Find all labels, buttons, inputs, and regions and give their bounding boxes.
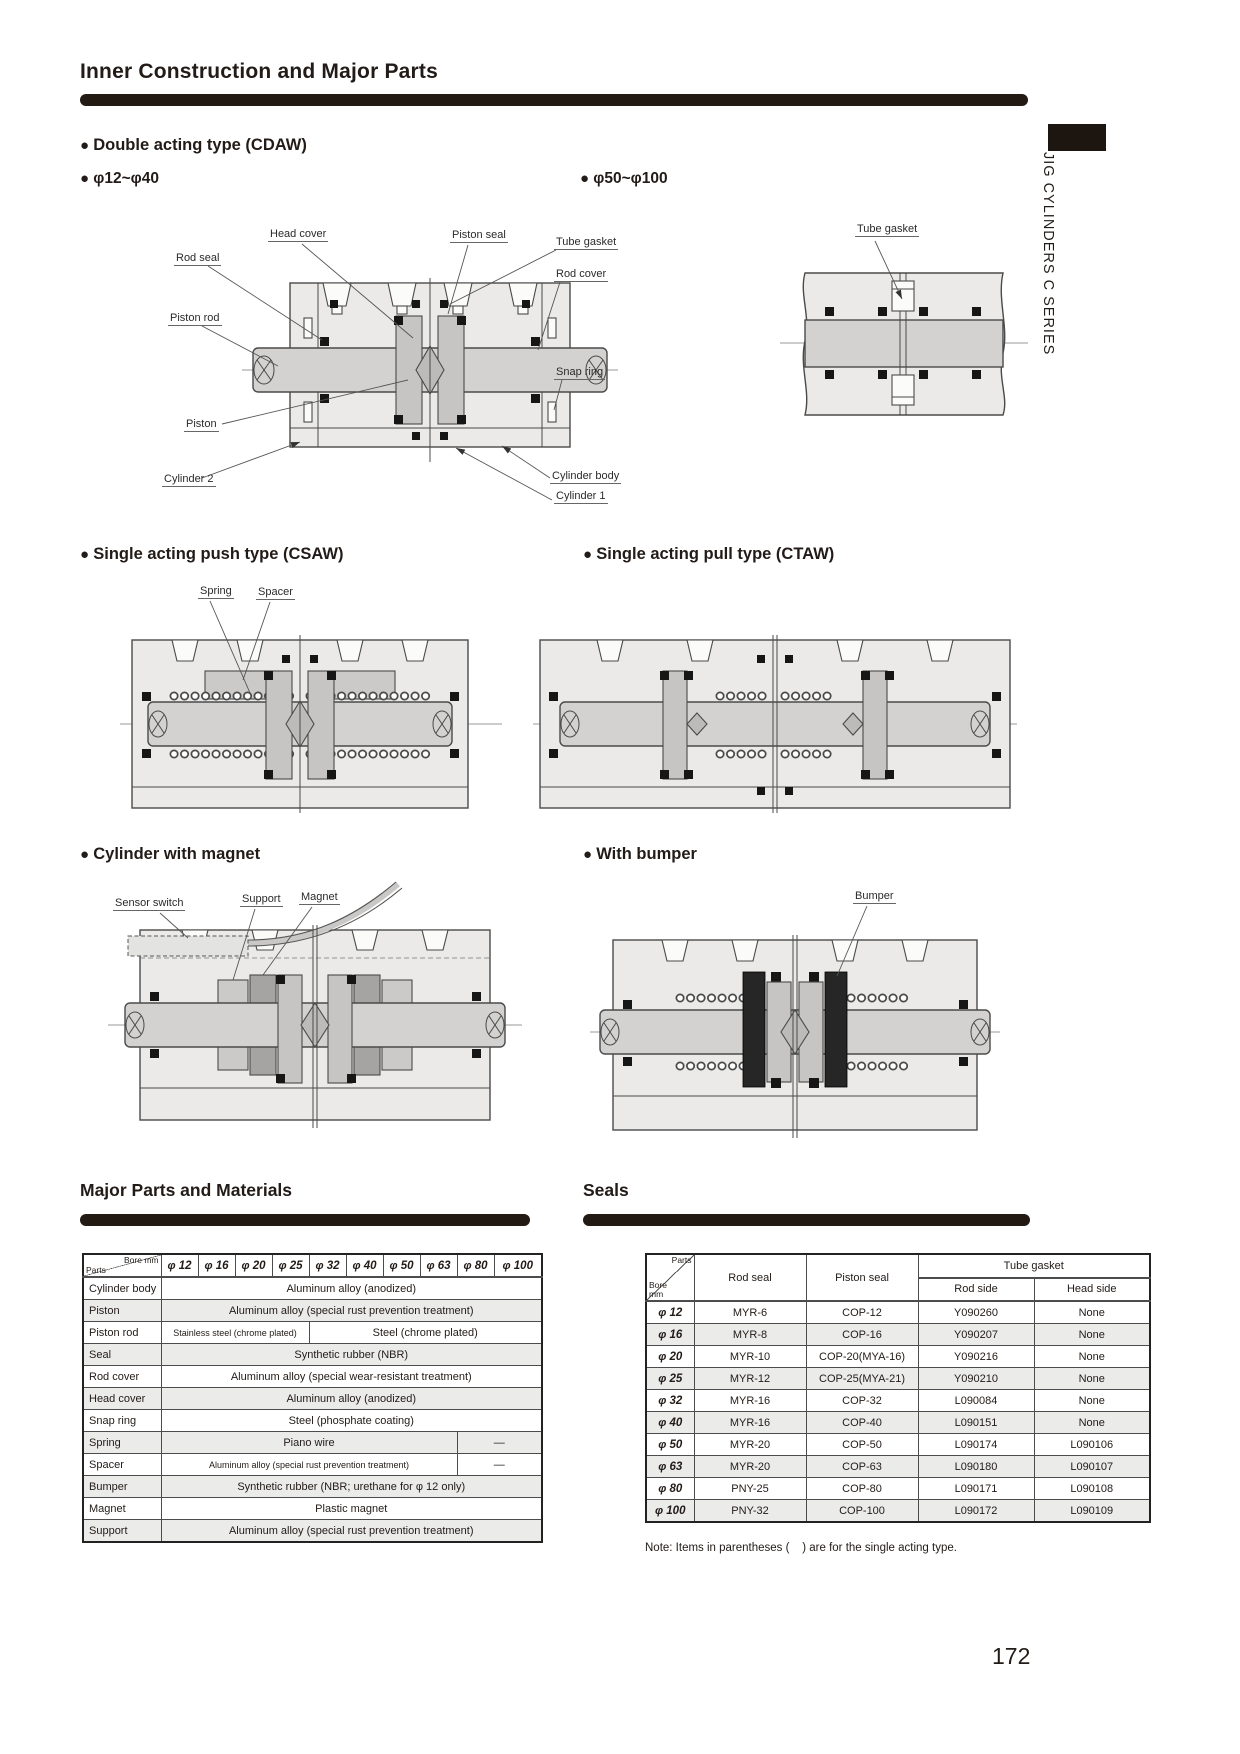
bore-header: φ 50 [383, 1254, 420, 1277]
seals-table [645, 1253, 1151, 1523]
rod-side-value: L090151 [918, 1412, 1034, 1434]
head-side-value: None [1034, 1301, 1150, 1324]
seals-title-rule [583, 1214, 1030, 1226]
rod-side-value: L090180 [918, 1456, 1034, 1478]
seals-header-row-1 [646, 1254, 1150, 1278]
label-spacer: Spacer [256, 586, 295, 600]
material-value: Synthetic rubber (NBR; urethane for φ 12 only) [161, 1476, 542, 1498]
part-label: Support [83, 1520, 161, 1543]
pull-type-cross-section-drawing [525, 575, 1025, 820]
materials-row [83, 1366, 542, 1388]
part-label: Seal [83, 1344, 161, 1366]
heading-with-bumper: ● With bumper [583, 845, 697, 864]
label-piston-seal: Piston seal [450, 229, 508, 243]
material-value: Synthetic rubber (NBR) [161, 1344, 542, 1366]
piston-seal-value: COP-16 [806, 1324, 918, 1346]
rod-seal-value: MYR-20 [694, 1456, 806, 1478]
part-label: Bumper [83, 1476, 161, 1498]
part-label: Spacer [83, 1454, 161, 1476]
seals-row [646, 1434, 1150, 1456]
materials-row [83, 1410, 542, 1432]
label-sensor-switch: Sensor switch [113, 897, 185, 911]
diagram-ctaw [525, 575, 1025, 820]
bore-header: φ 40 [346, 1254, 383, 1277]
rod-side-value: Y090210 [918, 1368, 1034, 1390]
piston-seal-value: COP-63 [806, 1456, 918, 1478]
materials-row [83, 1344, 542, 1366]
heading-with-magnet: ● Cylinder with magnet [80, 845, 260, 864]
materials-header-row [83, 1254, 542, 1277]
head-side-value: L090106 [1034, 1434, 1150, 1456]
part-label: Magnet [83, 1498, 161, 1520]
label-piston-rod: Piston rod [168, 312, 222, 326]
materials-row [83, 1300, 542, 1322]
part-label: Cylinder body [83, 1277, 161, 1300]
material-value: Plastic magnet [161, 1498, 542, 1520]
heading-push-type: ● Single acting push type (CSAW) [80, 545, 344, 564]
label-spring: Spring [198, 585, 234, 599]
label-cylinder-2: Cylinder 2 [162, 473, 216, 487]
seals-row [646, 1478, 1150, 1500]
diagram-with-magnet [100, 880, 530, 1140]
material-value: Piano wire [161, 1432, 457, 1454]
rod-side-value: L090171 [918, 1478, 1034, 1500]
push-type-cross-section-drawing [110, 575, 510, 820]
bore-header: φ 32 [309, 1254, 346, 1277]
material-value: Steel (phosphate coating) [161, 1410, 542, 1432]
corner-parts-label: Parts [671, 1255, 692, 1265]
bore-label: φ 63 [646, 1456, 694, 1478]
bore-label: φ 80 [646, 1478, 694, 1500]
material-value: Stainless steel (chrome plated) [161, 1322, 309, 1344]
diagram-cdaw-large-bore [780, 215, 1030, 445]
materials-corner-cell [83, 1254, 161, 1277]
heading-range-large: ● φ50~φ100 [580, 170, 668, 188]
label-rod-seal: Rod seal [174, 252, 221, 266]
material-value: Aluminum alloy (special rust prevention treatment) [161, 1520, 542, 1543]
rod-seal-value: MYR-16 [694, 1390, 806, 1412]
material-value: Aluminum alloy (special rust prevention treatment) [161, 1454, 457, 1476]
bore-label: φ 32 [646, 1390, 694, 1412]
label-rod-cover: Rod cover [554, 268, 608, 282]
page-number: 172 [992, 1643, 1031, 1669]
rod-seal-header: Rod seal [694, 1254, 806, 1301]
heading-double-acting: ● Double acting type (CDAW) [80, 136, 307, 155]
rod-side-value: Y090216 [918, 1346, 1034, 1368]
material-value: — [457, 1432, 542, 1454]
seals-row [646, 1346, 1150, 1368]
seals-section-title: Seals [583, 1180, 629, 1200]
rod-seal-value: PNY-32 [694, 1500, 806, 1523]
head-side-value: None [1034, 1390, 1150, 1412]
bore-header: φ 25 [272, 1254, 309, 1277]
part-label: Piston [83, 1300, 161, 1322]
material-value: Steel (chrome plated) [309, 1322, 542, 1344]
rod-seal-value: MYR-6 [694, 1301, 806, 1324]
piston-seal-value: COP-100 [806, 1500, 918, 1523]
material-value: Aluminum alloy (anodized) [161, 1277, 542, 1300]
bore-label: φ 16 [646, 1324, 694, 1346]
partial-cross-section-drawing [780, 215, 1030, 445]
seals-row [646, 1301, 1150, 1324]
part-label: Snap ring [83, 1410, 161, 1432]
label-cylinder-body: Cylinder body [550, 470, 621, 484]
seals-corner-cell [646, 1254, 694, 1301]
rod-seal-value: MYR-12 [694, 1368, 806, 1390]
materials-table-wrap [82, 1253, 543, 1543]
piston-seal-value: COP-20(MYA-16) [806, 1346, 918, 1368]
materials-row [83, 1322, 542, 1344]
piston-seal-value: COP-32 [806, 1390, 918, 1412]
label-tube-gasket-large: Tube gasket [855, 223, 919, 237]
bore-header: φ 63 [420, 1254, 457, 1277]
head-side-value: L090109 [1034, 1500, 1150, 1523]
materials-row [83, 1432, 542, 1454]
material-value: Aluminum alloy (anodized) [161, 1388, 542, 1410]
part-label: Spring [83, 1432, 161, 1454]
rod-side-value: Y090207 [918, 1324, 1034, 1346]
bore-header: φ 80 [457, 1254, 494, 1277]
corner-parts-label: Parts [86, 1265, 106, 1276]
bore-header: φ 100 [494, 1254, 542, 1277]
magnet-cylinder-cross-section-drawing [100, 880, 530, 1140]
piston-seal-header: Piston seal [806, 1254, 918, 1301]
label-bumper: Bumper [853, 890, 896, 904]
rod-side-value: L090084 [918, 1390, 1034, 1412]
materials-row [83, 1388, 542, 1410]
heading-range-small: ● φ12~φ40 [80, 170, 159, 188]
material-value: Aluminum alloy (special rust prevention treatment) [161, 1300, 542, 1322]
rod-seal-value: MYR-16 [694, 1412, 806, 1434]
piston-seal-value: COP-12 [806, 1301, 918, 1324]
rod-side-header: Rod side [918, 1278, 1034, 1302]
label-snap-ring: Snap ring [554, 366, 605, 380]
material-value: Aluminum alloy (special wear-resistant treatment) [161, 1366, 542, 1388]
material-value: — [457, 1454, 542, 1476]
bore-label: φ 40 [646, 1412, 694, 1434]
bore-label: φ 100 [646, 1500, 694, 1523]
head-side-value: None [1034, 1412, 1150, 1434]
side-index-tab [1048, 124, 1106, 151]
head-side-value: L090108 [1034, 1478, 1150, 1500]
part-label: Head cover [83, 1388, 161, 1410]
seals-row [646, 1390, 1150, 1412]
tube-gasket-header: Tube gasket [918, 1254, 1150, 1278]
materials-row [83, 1520, 542, 1543]
rod-seal-value: MYR-10 [694, 1346, 806, 1368]
corner-bore-label: Bore mm [649, 1280, 667, 1300]
materials-row [83, 1498, 542, 1520]
part-label: Piston rod [83, 1322, 161, 1344]
label-support: Support [240, 893, 283, 907]
rod-side-value: L090174 [918, 1434, 1034, 1456]
bumper-cylinder-cross-section-drawing [585, 880, 1005, 1145]
bore-header: φ 16 [198, 1254, 235, 1277]
rod-side-value: Y090260 [918, 1301, 1034, 1324]
seals-row [646, 1456, 1150, 1478]
piston-seal-value: COP-25(MYA-21) [806, 1368, 918, 1390]
head-side-value: None [1034, 1346, 1150, 1368]
piston-seal-value: COP-80 [806, 1478, 918, 1500]
label-cylinder-1: Cylinder 1 [554, 490, 608, 504]
materials-row [83, 1476, 542, 1498]
bore-label: φ 50 [646, 1434, 694, 1456]
head-side-value: L090107 [1034, 1456, 1150, 1478]
materials-section-title: Major Parts and Materials [80, 1180, 293, 1200]
materials-title-rule [80, 1214, 530, 1226]
label-tube-gasket: Tube gasket [554, 236, 618, 250]
diagram-with-bumper [585, 880, 1005, 1145]
materials-row [83, 1454, 542, 1476]
piston-seal-value: COP-50 [806, 1434, 918, 1456]
bore-label: φ 12 [646, 1301, 694, 1324]
bore-header: φ 20 [235, 1254, 272, 1277]
series-side-label: JIG CYLINDERS C SERIES [1040, 152, 1056, 356]
heading-pull-type: ● Single acting pull type (CTAW) [583, 545, 834, 564]
title-rule [80, 94, 1028, 106]
label-magnet: Magnet [299, 891, 340, 905]
head-side-value: None [1034, 1324, 1150, 1346]
rod-seal-value: MYR-20 [694, 1434, 806, 1456]
bore-label: φ 20 [646, 1346, 694, 1368]
rod-seal-value: MYR-8 [694, 1324, 806, 1346]
seals-row [646, 1324, 1150, 1346]
label-piston: Piston [184, 418, 219, 432]
bore-header: φ 12 [161, 1254, 198, 1277]
seals-row [646, 1368, 1150, 1390]
diagram-cdaw-small-bore [150, 220, 640, 520]
bore-label: φ 25 [646, 1368, 694, 1390]
head-side-value: None [1034, 1368, 1150, 1390]
seals-table-wrap [645, 1253, 1151, 1523]
materials-row [83, 1277, 542, 1300]
label-head-cover: Head cover [268, 228, 328, 242]
seals-row [646, 1412, 1150, 1434]
seals-note: Note: Items in parentheses ( ) are for the single acting type. [645, 1542, 957, 1554]
corner-bore-label: Bore mm [124, 1255, 159, 1265]
piston-seal-value: COP-40 [806, 1412, 918, 1434]
rod-side-value: L090172 [918, 1500, 1034, 1523]
materials-table [82, 1253, 543, 1543]
part-label: Rod cover [83, 1366, 161, 1388]
head-side-header: Head side [1034, 1278, 1150, 1302]
seals-row [646, 1500, 1150, 1523]
diagram-csaw [110, 575, 510, 820]
page-title: Inner Construction and Major Parts [80, 60, 439, 83]
rod-seal-value: PNY-25 [694, 1478, 806, 1500]
